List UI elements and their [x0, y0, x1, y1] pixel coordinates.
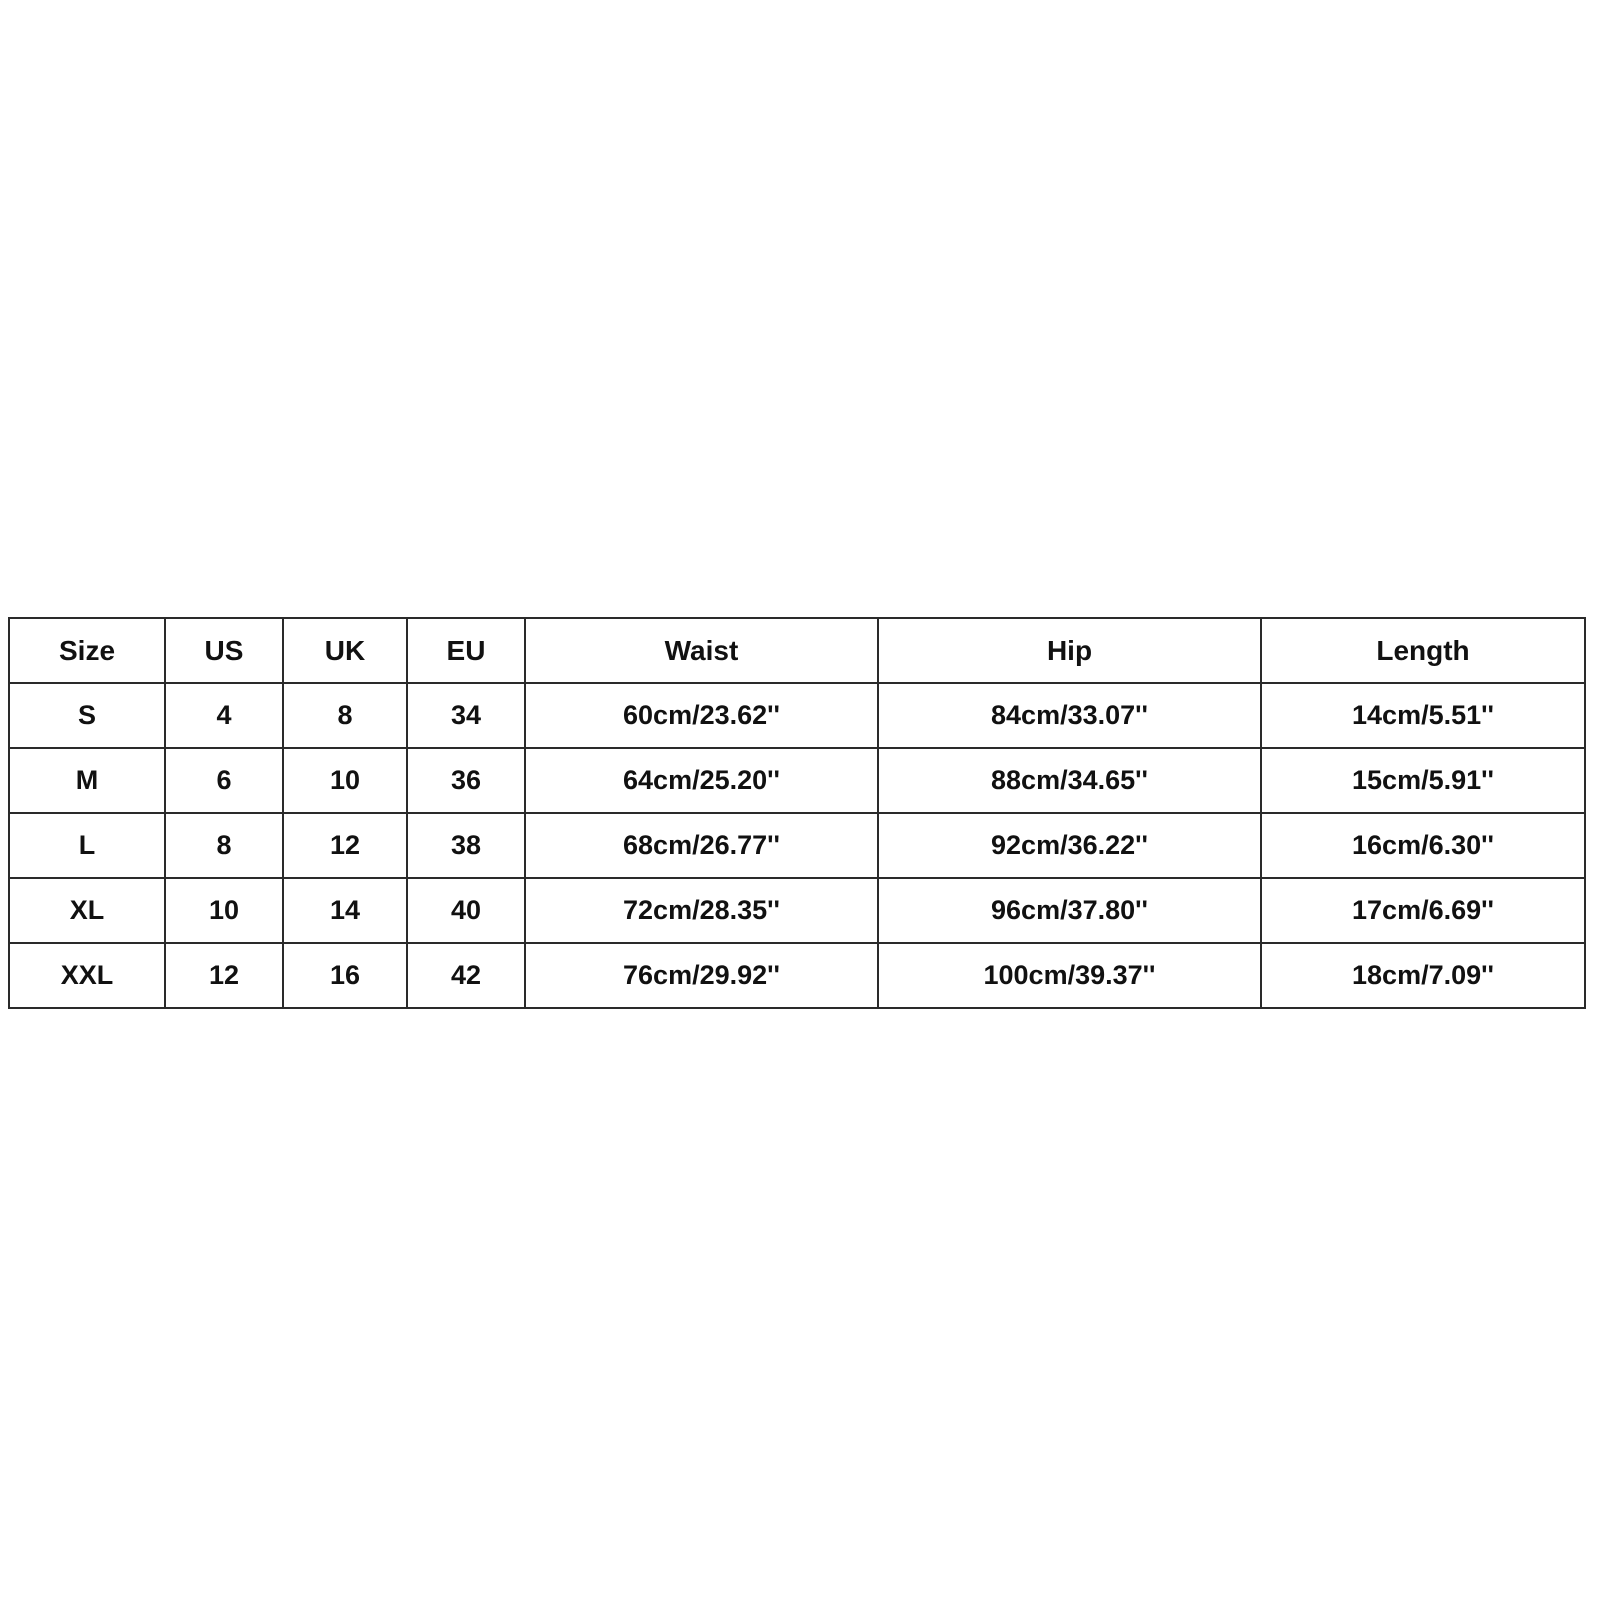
cell-us: 12 [165, 943, 283, 1008]
header-size: Size [9, 618, 165, 683]
cell-eu: 40 [407, 878, 525, 943]
table-row [9, 748, 1585, 813]
cell-size: XL [9, 878, 165, 943]
cell-us: 4 [165, 683, 283, 748]
table-row [9, 943, 1585, 1008]
cell-length: 18cm/7.09'' [1261, 943, 1585, 1008]
cell-us: 10 [165, 878, 283, 943]
cell-waist: 76cm/29.92'' [525, 943, 878, 1008]
header-length: Length [1261, 618, 1585, 683]
cell-uk: 12 [283, 813, 407, 878]
cell-waist: 64cm/25.20'' [525, 748, 878, 813]
cell-length: 15cm/5.91'' [1261, 748, 1585, 813]
cell-hip: 96cm/37.80'' [878, 878, 1261, 943]
table-row [9, 813, 1585, 878]
table-row [9, 683, 1585, 748]
cell-eu: 36 [407, 748, 525, 813]
cell-eu: 38 [407, 813, 525, 878]
cell-waist: 68cm/26.77'' [525, 813, 878, 878]
header-waist: Waist [525, 618, 878, 683]
cell-length: 16cm/6.30'' [1261, 813, 1585, 878]
header-us: US [165, 618, 283, 683]
cell-hip: 100cm/39.37'' [878, 943, 1261, 1008]
cell-uk: 10 [283, 748, 407, 813]
cell-length: 14cm/5.51'' [1261, 683, 1585, 748]
cell-waist: 72cm/28.35'' [525, 878, 878, 943]
header-hip: Hip [878, 618, 1261, 683]
cell-hip: 84cm/33.07'' [878, 683, 1261, 748]
cell-uk: 14 [283, 878, 407, 943]
cell-length: 17cm/6.69'' [1261, 878, 1585, 943]
cell-size: S [9, 683, 165, 748]
header-row [9, 618, 1585, 683]
cell-size: M [9, 748, 165, 813]
cell-eu: 34 [407, 683, 525, 748]
cell-hip: 92cm/36.22'' [878, 813, 1261, 878]
header-eu: EU [407, 618, 525, 683]
table-row [9, 878, 1585, 943]
cell-us: 6 [165, 748, 283, 813]
cell-size: L [9, 813, 165, 878]
cell-us: 8 [165, 813, 283, 878]
size-chart-table [8, 617, 1586, 1009]
cell-size: XXL [9, 943, 165, 1008]
header-uk: UK [283, 618, 407, 683]
cell-uk: 16 [283, 943, 407, 1008]
cell-eu: 42 [407, 943, 525, 1008]
cell-uk: 8 [283, 683, 407, 748]
cell-waist: 60cm/23.62'' [525, 683, 878, 748]
cell-hip: 88cm/34.65'' [878, 748, 1261, 813]
